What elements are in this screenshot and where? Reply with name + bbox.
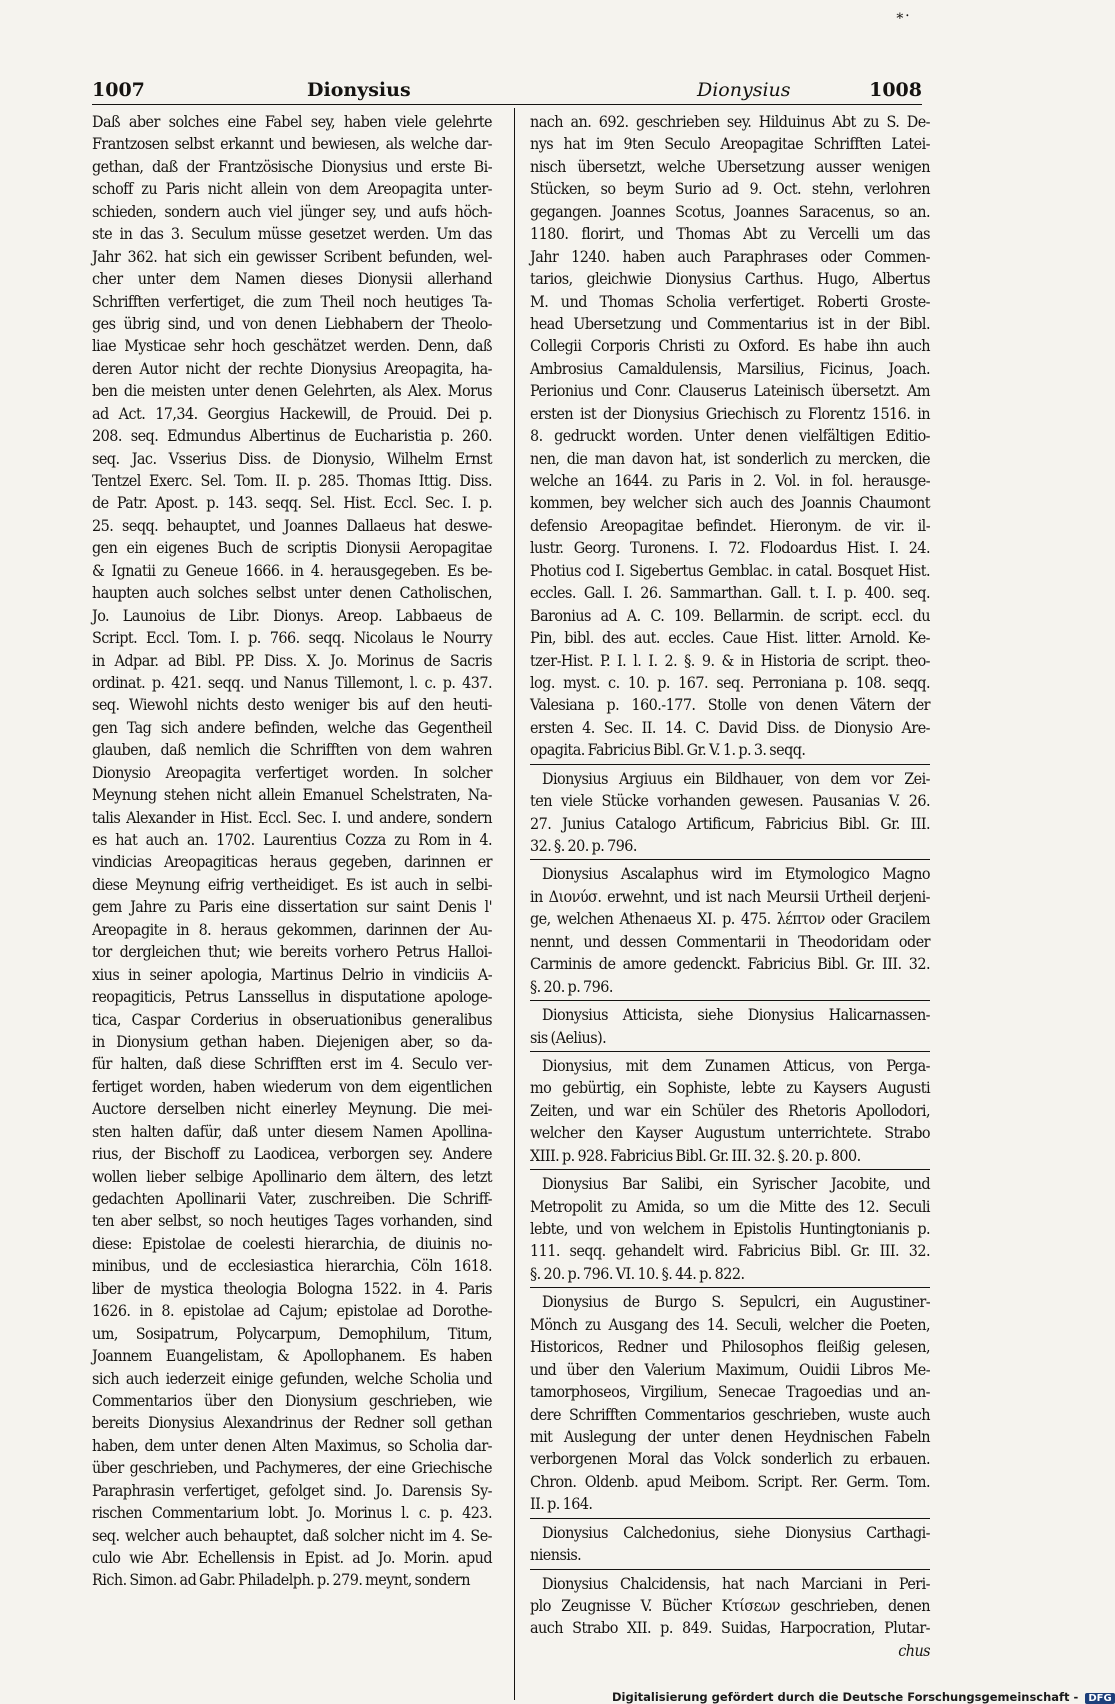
- text-line: diese Meynung eifrig vertheidiget. Es ist auch in selbi-: [92, 874, 492, 894]
- column-divider: [514, 108, 515, 1700]
- text-line: ten viele Stücke vorhanden gewesen. Pausanias V. 26.: [530, 791, 930, 811]
- text-line: gedachten Apollinarii Vater, zuschreiben. Die Schriff-: [92, 1189, 492, 1208]
- text-line: rius, der Bischoff zu Laodicea, verborgen sey. Andere: [92, 1144, 492, 1164]
- entry-separator: [530, 1169, 930, 1170]
- text-line: verborgenen Moral das Volck sonderlich zu erbauen.: [530, 1449, 930, 1469]
- text-line: sich auch iederzeit einige gefunden, welche Scholia und: [92, 1368, 492, 1388]
- text-line: sten halten dafür, daß unter diesem Namen Apollina-: [92, 1121, 492, 1141]
- text-line: xius in seiner apologia, Martinus Delrio in vindiciis A-: [92, 964, 492, 984]
- text-line: Dionysio Areopagita verfertiget worden. In solcher: [92, 762, 492, 782]
- text-line: gegangen. Joannes Scotus, Joannes Saracenus, so an.: [530, 201, 930, 221]
- text-line: tor dergleichen thut; wie bereits vorhero Petrus Halloi-: [92, 942, 492, 962]
- text-line: wollen lieber selbige Apollinario dem ältern, des letzt: [92, 1166, 492, 1186]
- text-line: gen Tag sich andere befinden, welche das Gegentheil: [92, 717, 492, 737]
- text-line: tica, Caspar Corderius in obseruationibus generalibus: [92, 1009, 492, 1029]
- text-line: ges übrig sind, und von denen Liebhabern der Theolo-: [92, 313, 492, 333]
- text-line: vindicias Areopagiticas heraus gegeben, darinnen er: [92, 852, 492, 872]
- text-line: 208. seq. Edmundus Albertinus de Eucharistia p. 260.: [92, 426, 492, 446]
- running-title-right: Dionysius: [697, 79, 791, 101]
- text-line: gethan, daß der Frantzösische Dionysius und erste Bi-: [92, 156, 492, 176]
- text-line: haupten auch solches selbst unter denen Catholischen,: [92, 583, 492, 603]
- text-line: Meynung stehen nicht allein Emanuel Schelstraten, Na-: [92, 785, 492, 805]
- page-number-left: 1007: [92, 79, 145, 101]
- text-line: de Patr. Apost. p. 143. seqq. Sel. Hist. Eccl. Sec. I. p.: [92, 493, 492, 513]
- text-line: Auctore derselben nicht einerley Meynung. Die mei-: [92, 1099, 492, 1119]
- text-line: 25. seqq. behauptet, und Joannes Dallaeus hat deswe-: [92, 515, 492, 535]
- text-line: Dionysius Atticista, siehe Dionysius Halicarnassen-: [542, 1005, 930, 1025]
- text-line: in Διονύσ. erwehnt, und ist nach Meursii Urtheil derjeni-: [530, 886, 930, 906]
- text-line: Dionysius Calchedonius, siehe Dionysius Carthagi-: [542, 1522, 930, 1542]
- text-line: cher unter dem Namen dieses Dionysii allerhand: [92, 269, 492, 289]
- text-line: §. 20. p. 796.: [530, 976, 613, 996]
- text-line: 8. gedruckt worden. Unter denen vielfältigen Editio-: [530, 426, 930, 446]
- text-line: schoff zu Paris nicht allein von dem Areopagita unter-: [92, 179, 492, 199]
- text-line: Photius cod I. Sigebertus Gemblac. in catal. Bosquet Hist.: [530, 560, 930, 580]
- text-line: Dionysius de Burgo S. Sepulcri, ein Augustiner-: [542, 1292, 930, 1312]
- text-line: Perionius und Conr. Clauserus Lateinisch übersetzt. Am: [530, 381, 930, 401]
- text-line: tarios, gleichwie Dionysius Carthus. Hugo, Albertus: [530, 269, 930, 289]
- entry-separator: [530, 1287, 930, 1288]
- text-line: gem Jahre zu Paris eine dissertation sur saint Denis l': [92, 897, 492, 917]
- text-line: mo gebürtig, ein Sophiste, lebte zu Kaysers Augusti: [530, 1078, 930, 1098]
- text-line: Dionysius, mit dem Zunamen Atticus, von Perga-: [542, 1055, 930, 1075]
- text-line: Carminis de amore gedenckt. Fabricius Bibl. Gr. III. 32.: [530, 954, 930, 974]
- text-line: ordinat. p. 421. seqq. und Nanus Tillemont, l. c. p. 437.: [92, 672, 492, 692]
- entry-separator: [530, 1000, 930, 1001]
- text-line: welcher den Kayser Augustum unterrichtete. Strabo: [530, 1123, 930, 1143]
- entry-separator: [530, 1569, 930, 1570]
- text-line: Historicos, Redner und Philosophos fleißig gelesen,: [530, 1337, 930, 1357]
- dfg-logo: DFG: [1085, 1693, 1114, 1704]
- text-line: minibus, und de ecclesiastica hierarchia, Cöln 1618.: [92, 1256, 492, 1276]
- text-line: culo wie Abr. Echellensis in Epist. ad Jo. Morin. apud: [92, 1548, 492, 1567]
- text-line: auch Strabo XII. p. 849. Suidas, Harpocration, Plutar-: [530, 1618, 930, 1638]
- text-line: fertiget worden, haben wiederum von dem eigentlichen: [92, 1076, 492, 1096]
- text-line: liae Mysticae sehr hoch geschätzet werden. Denn, daß: [92, 336, 492, 356]
- text-line: seq. Jac. Vsserius Diss. de Dionysio, Wilhelm Ernst: [92, 448, 492, 468]
- text-line: deren Autor nicht der rechte Dionysius Areopagita, ha-: [92, 358, 492, 378]
- text-line: 111. seqq. gehandelt wird. Fabricius Bibl. Gr. III. 32.: [530, 1241, 930, 1261]
- text-line: Collegii Corporis Christi zu Oxford. Es habe ihn auch: [530, 336, 930, 356]
- text-line: glauben, daß nemlich die Schrifften von dem wahren: [92, 740, 492, 760]
- entry-separator: [530, 1518, 930, 1519]
- text-column-left: [92, 111, 492, 1592]
- text-line: sis (Aelius).: [530, 1027, 607, 1047]
- text-line: ben die meisten unter denen Gelehrten, als Alex. Morus: [92, 381, 492, 401]
- text-line: Dionysius Chalcidensis, hat nach Marciani in Peri-: [542, 1573, 930, 1593]
- text-line: kommen, bey welcher sich auch des Joannis Chaumont: [530, 493, 930, 513]
- text-line: M. und Thomas Scholia verfertiget. Roberti Groste-: [530, 291, 930, 311]
- text-line: Metropolit zu Amida, so um die Mitte des 12. Seculi: [530, 1196, 930, 1216]
- text-line: ge, welchen Athenaeus XI. p. 475. λέπτον oder Gracilem: [530, 909, 930, 929]
- text-line: XIII. p. 928. Fabricius Bibl. Gr. III. 32. §. 20. p. 800.: [530, 1145, 861, 1165]
- text-line: Jahr 1240. haben auch Paraphrases oder Commen-: [530, 246, 930, 266]
- text-line: schieden, sondern auch viel jünger sey, und aufs höch-: [92, 201, 492, 221]
- text-line: in Adpar. ad Bibl. PP. Diss. X. Jo. Morinus de Sacris: [92, 650, 492, 670]
- text-line: lebte, und von welchem in Epistolis Huntingtonianis p.: [530, 1219, 930, 1238]
- text-line: ersten ist der Dionysius Griechisch zu Florentz 1516. in: [530, 403, 930, 423]
- text-line: liber de mystica theologia Bologna 1522. in 4. Paris: [92, 1278, 492, 1298]
- corner-mark: ∗⸱: [895, 8, 911, 24]
- text-line: 1180. florirt, und Thomas Abt zu Vercelli um das: [530, 224, 930, 244]
- text-line: Areopagite in 8. heraus gekommen, darinnen der Au-: [92, 919, 492, 939]
- text-line: um, Sosipatrum, Polycarpum, Demophilum, Titum,: [92, 1323, 492, 1343]
- text-line: Tentzel Exerc. Sel. Tom. II. p. 285. Thomas Ittig. Diss.: [92, 471, 492, 490]
- text-line: Script. Eccl. Tom. I. p. 766. seqq. Nicolaus le Nourry: [92, 628, 492, 648]
- text-line: ad Act. 17,34. Georgius Hackewill, de Prouid. Dei p.: [92, 403, 492, 423]
- text-line: nen, die man davon hat, ist sonderlich zu mercken, die: [530, 448, 930, 468]
- running-header: [92, 78, 922, 105]
- text-line: seq. Wiewohl nichts desto weniger bis auf den heuti-: [92, 695, 492, 715]
- text-line: Dionysius Ascalaphus wird im Etymologico Magno: [542, 864, 930, 884]
- page-number-right: 1008: [869, 79, 922, 101]
- text-line: Ambrosius Camaldulensis, Marsilius, Ficinus, Joach.: [530, 358, 930, 378]
- text-line: §. 20. p. 796. VI. 10. §. 44. p. 822.: [530, 1263, 745, 1283]
- text-line: nach an. 692. geschrieben sey. Hilduinus Abt zu S. De-: [530, 112, 930, 131]
- text-line: head Ubersetzung und Commentarius ist in der Bibl.: [530, 313, 930, 333]
- footer-credit: [612, 1690, 1115, 1704]
- text-line: Pin, bibl. des aut. eccles. Caue Hist. litter. Arnold. Ke-: [530, 628, 930, 648]
- text-line: tzer-Hist. P. I. l. I. 2. §. 9. & in Historia de script. theo-: [530, 650, 930, 670]
- text-line: opagita. Fabricius Bibl. Gr. V. 1. p. 3. seqq.: [530, 740, 806, 760]
- text-line: nennt, und dessen Commentarii in Theodoridam oder: [530, 931, 930, 951]
- text-line: Dionysius Argiuus ein Bildhauer, von dem vor Zei-: [542, 768, 930, 788]
- entry-separator: [530, 764, 930, 765]
- text-line: 1626. in 8. epistolae ad Cajum; epistolae ad Dorothe-: [92, 1301, 492, 1321]
- text-line: ste in das 3. Seculum müsse gesetzet werden. Um das: [92, 224, 492, 244]
- text-line: talis Alexander in Hist. Eccl. Sec. I. und andere, sondern: [92, 807, 492, 827]
- text-line: lustr. Georg. Turonens. I. 72. Flodoardus Hist. I. 24.: [530, 538, 930, 558]
- text-line: rischen Commentarium lobt. Jo. Morinus l. c. p. 423.: [92, 1503, 492, 1523]
- text-line: dere Schrifften Commentarios geschrieben, wuste auch: [530, 1404, 930, 1424]
- text-line: 32. §. 20. p. 796.: [530, 836, 637, 855]
- text-line: nisch übersetzt, welche Ubersetzung ausser wenigen: [530, 156, 930, 176]
- text-line: Schrifften verfertiget, die zum Theil noch heutiges Ta-: [92, 291, 492, 311]
- text-line: Stücken, so beym Surio ad 9. Oct. stehn, verlohren: [530, 179, 930, 199]
- text-line: Jo. Launoius de Libr. Dionys. Areop. Labbaeus de: [92, 605, 492, 625]
- text-line: und über den Valerium Maximum, Ouidii Libros Me-: [530, 1359, 930, 1379]
- text-line: Commentarios über den Dionysium geschrieben, wie: [92, 1390, 492, 1410]
- text-line: Jahr 362. hat sich ein gewisser Scribent befunden, wel-: [92, 246, 492, 266]
- text-line: Dionysius Bar Salibi, ein Syrischer Jacobite, und: [542, 1174, 930, 1194]
- text-line: nys hat im 9ten Seculo Areopagitae Schrifften Latei-: [530, 134, 930, 154]
- text-line: Zeiten, und war ein Schüler des Rhetoris Apollodori,: [530, 1100, 930, 1120]
- text-column-right: [530, 111, 930, 1662]
- text-line: reopagiticis, Petrus Lanssellus in disputatione apologe-: [92, 987, 492, 1007]
- text-line: plo Zeugnisse V. Bücher Κτίσεων geschrieben, denen: [530, 1596, 930, 1615]
- text-line: Baronius ad A. C. 109. Bellarmin. de script. eccl. du: [530, 605, 930, 625]
- running-title-left: Dionysius: [307, 79, 411, 101]
- text-line: Frantzosen selbst erkannt und bewiesen, als welche dar-: [92, 134, 492, 154]
- text-line: Joannem Euangelistam, & Apollophanem. Es haben: [92, 1346, 492, 1366]
- text-line: seq. welcher auch behauptet, daß solcher nicht im 4. Se-: [92, 1525, 492, 1545]
- text-line: für halten, daß diese Schrifften erst im 4. Seculo ver-: [92, 1054, 492, 1074]
- text-line: ten aber selbst, so noch heutiges Tages vorhanden, sind: [92, 1211, 492, 1231]
- text-line: Rich. Simon. ad Gabr. Philadelph. p. 279. meynt, sondern: [92, 1570, 470, 1590]
- text-line: ersten 4. Sec. II. 14. C. David Diss. de Dionysio Are-: [530, 717, 930, 737]
- text-line: Paraphrasin verfertiget, gefolget sind. Jo. Darensis Sy-: [92, 1480, 492, 1500]
- text-line: es hat auch an. 1702. Laurentius Cozza zu Rom in 4.: [92, 830, 492, 849]
- text-line: bereits Dionysius Alexandrinus der Redner soll gethan: [92, 1413, 492, 1433]
- text-line: in Dionysium gethan haben. Diejenigen aber, so da-: [92, 1031, 492, 1051]
- text-line: Chron. Oldenb. apud Meibom. Script. Rer. Germ. Tom.: [530, 1471, 930, 1491]
- text-line: log. myst. c. 10. p. 167. seq. Perroniana p. 108. seqq.: [530, 672, 930, 692]
- text-line: mit Auslegung der unter denen Heydnischen Fabeln: [530, 1426, 930, 1446]
- text-line: Daß aber solches eine Fabel sey, haben viele gelehrte: [92, 112, 492, 131]
- text-line: gen ein eigenes Buch de scriptis Dionysii Aeropagitae: [92, 538, 492, 558]
- entry-separator: [530, 859, 930, 860]
- text-line: & Ignatii zu Geneue 1666. in 4. herausgegeben. Es be-: [92, 560, 492, 580]
- text-line: welche an 1644. zu Paris in 2. Vol. in fol. herausge-: [530, 471, 930, 490]
- footer-text: Digitalisierung gefördert durch die Deutsche Forschungsgemeinschaft -: [612, 1690, 1079, 1704]
- text-line: defensio Areopagitae befindet. Hieronym. de vir. il-: [530, 515, 930, 535]
- text-line: niensis.: [530, 1545, 582, 1565]
- entry-separator: [530, 1051, 930, 1052]
- text-line: II. p. 164.: [530, 1494, 593, 1514]
- text-line: 27. Junius Catalogo Artificum, Fabricius Bibl. Gr. III.: [530, 813, 930, 833]
- text-line: Valesiana p. 160.-177. Stolle von denen Vätern der: [530, 695, 930, 715]
- text-line: haben, dem unter denen Alten Maximus, so Scholia dar-: [92, 1435, 492, 1455]
- text-line: tamorphoseos, Virgilium, Senecae Tragoedias und an-: [530, 1382, 930, 1402]
- text-line: über geschrieben, und Pachymeres, der eine Griechische: [92, 1458, 492, 1478]
- text-line: diese: Epistolae de coelesti hierarchia, de diuinis no-: [92, 1233, 492, 1253]
- catchword: chus: [898, 1640, 930, 1660]
- text-line: Mönch zu Ausgang des 14. Seculi, welcher die Poeten,: [530, 1314, 930, 1334]
- text-line: eccles. Gall. I. 26. Sammarthan. Gall. t. I. p. 400. seq.: [530, 583, 930, 603]
